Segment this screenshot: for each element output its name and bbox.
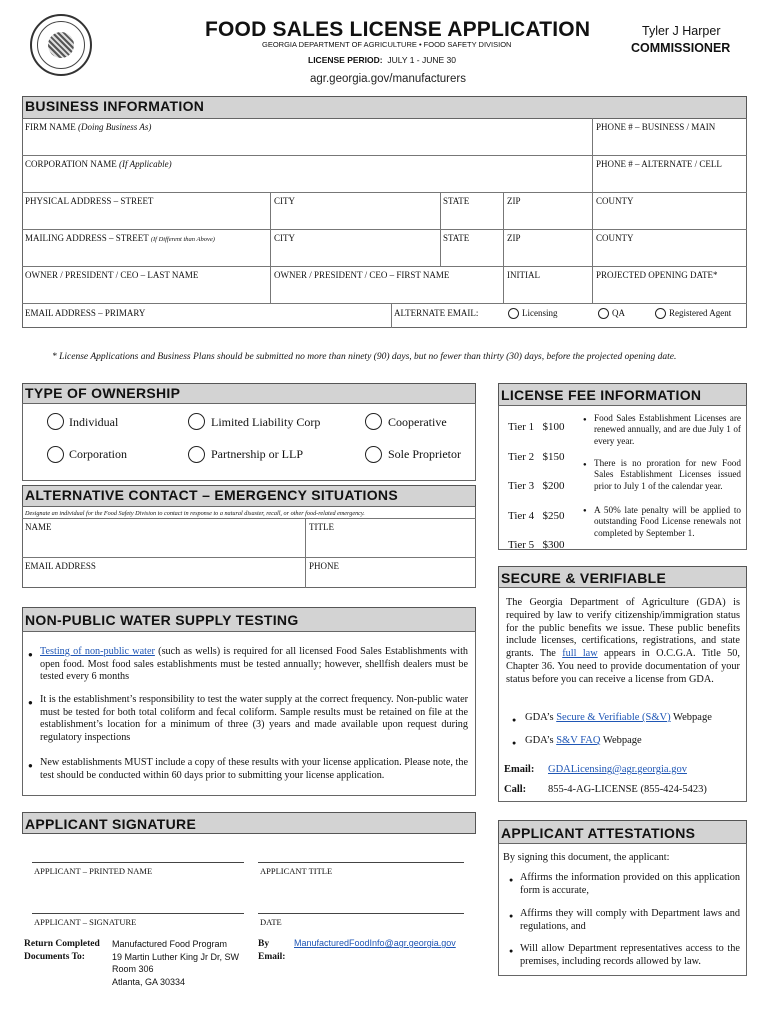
- alternative-contact-heading: ALTERNATIVE CONTACT – EMERGENCY SITUATIONS: [22, 485, 476, 507]
- opening-date-footnote: * License Applications and Business Plans should be submitted no more than ninety (90) days, but no fewer than thirty (30) days, before the projected opening date.: [52, 352, 677, 362]
- fee-tier-2: Tier 2 $150: [508, 450, 565, 463]
- cooperative-label: Cooperative: [388, 415, 447, 429]
- water-testing-bullet-3: New establishments MUST include a copy of these results with your license application. Please note, the test should be conducted within 60 days prior to submitting your license application.: [40, 757, 468, 781]
- corporation-name-field[interactable]: CORPORATION NAME (If Applicable): [25, 159, 172, 169]
- attestation-comply: Affirms they will comply with Department laws and regulations, and: [520, 908, 740, 932]
- physical-state-field[interactable]: STATE: [443, 196, 470, 206]
- alt-contact-email-field[interactable]: EMAIL ADDRESS: [25, 561, 96, 571]
- water-testing-heading: NON-PUBLIC WATER SUPPLY TESTING: [22, 607, 476, 632]
- sv-webpage-item: GDA’s Secure & Verifiable (S&V) Webpage: [525, 712, 712, 723]
- llc-label: Limited Liability Corp: [211, 415, 321, 429]
- water-testing-bullet-1: Testing of non-public water (such as wells) is required for all licensed Food Sales Establishments with open food. Most food sales establishments must be tested annually; however, shellfish dealers must be tested every 6 months: [40, 646, 469, 683]
- registered-agent-label: Registered Agent: [669, 308, 732, 318]
- fee-tier-5: Tier 5 $300: [508, 539, 565, 551]
- water-testing-bullet-2: It is the establishment’s responsibility to test the water supply at the correct frequency. Non-public water must be tested for both total coliform and fecal coliform. Sample results must be retained on file at the establishment’s location for a minimum of three (3) years and made available upon request during regulatory inspections: [40, 694, 468, 743]
- physical-county-field[interactable]: COUNTY: [596, 196, 634, 206]
- corporation-label: Corporation: [69, 447, 127, 461]
- sv-faq-item: GDA’s S&V FAQ Webpage: [525, 735, 642, 746]
- mailing-street-field[interactable]: MAILING ADDRESS – STREET (If Different than Above): [25, 233, 215, 243]
- individual-label: Individual: [69, 415, 119, 429]
- signature-date-field[interactable]: DATE: [260, 917, 282, 927]
- mailing-county-field[interactable]: COUNTY: [596, 233, 634, 243]
- attestation-accurate: Affirms the information provided on this application form is accurate,: [520, 872, 740, 896]
- qa-label: QA: [612, 308, 625, 318]
- firm-name-field[interactable]: FIRM NAME (Doing Business As): [25, 122, 152, 132]
- gda-licensing-email-link[interactable]: GDALicensing@agr.georgia.gov: [548, 764, 687, 775]
- applicant-title-field[interactable]: APPLICANT TITLE: [260, 866, 333, 876]
- individual-radio[interactable]: [47, 413, 64, 430]
- manufactured-food-email-link[interactable]: ManufacturedFoodInfo@agr.georgia.gov: [294, 938, 456, 948]
- registered-agent-radio[interactable]: [655, 308, 666, 319]
- commissioner-name: Tyler J Harper: [642, 24, 721, 38]
- georgia-agriculture-seal: [30, 14, 92, 76]
- llc-radio[interactable]: [188, 413, 205, 430]
- fee-tier-list: [508, 413, 564, 561]
- attestation-access: Will allow Department representatives access to the premises, including records allowed by law.: [520, 943, 740, 967]
- sole-proprietor-radio[interactable]: [365, 446, 382, 463]
- applicant-signature-heading: APPLICANT SIGNATURE: [22, 812, 476, 834]
- secure-call-number: 855-4-AG-LICENSE (855-424-5423): [548, 784, 707, 795]
- fee-note-late-penalty: A 50% late penalty will be applied to outstanding Food License renewals not completed by September 1.: [594, 505, 741, 538]
- form-title: FOOD SALES LICENSE APPLICATION: [205, 18, 591, 41]
- website-url[interactable]: agr.georgia.gov/manufacturers: [310, 73, 466, 85]
- sv-webpage-link[interactable]: Secure & Verifiable (S&V): [556, 712, 671, 723]
- corporation-radio[interactable]: [47, 446, 64, 463]
- phone-main-field[interactable]: PHONE # – BUSINESS / MAIN: [596, 122, 716, 132]
- partnership-label: Partnership or LLP: [211, 447, 303, 461]
- cooperative-radio[interactable]: [365, 413, 382, 430]
- secure-verifiable-paragraph: The Georgia Department of Agriculture (GDA) is required by law to verify citizenship/immigration status for the public benefits we issue. These public benefits include licenses, certifications, registrations, and state grants. The full law appears in O.C.G.A. Title 50, Chapter 36. You need to provide documentation of your status before you can receive a license from GDA.: [506, 597, 740, 685]
- full-law-link[interactable]: full law: [562, 648, 598, 660]
- fee-note-renewal: Food Sales Establishment Licenses are renewed annually, and are due July 1 of every year.: [594, 413, 741, 446]
- fee-tier-4: Tier 4 $250: [508, 509, 565, 522]
- opening-date-field[interactable]: PROJECTED OPENING DATE*: [596, 270, 718, 280]
- physical-street-field[interactable]: PHYSICAL ADDRESS – STREET: [25, 196, 154, 206]
- license-fee-heading: LICENSE FEE INFORMATION: [498, 383, 747, 406]
- physical-zip-field[interactable]: ZIP: [507, 196, 521, 206]
- testing-non-public-water-link[interactable]: Testing of non-public water: [40, 646, 155, 657]
- applicant-attestations-heading: APPLICANT ATTESTATIONS: [498, 820, 747, 844]
- by-email-label: By Email:: [258, 939, 286, 962]
- type-of-ownership-heading: TYPE OF OWNERSHIP: [22, 383, 476, 404]
- applicant-signature-field[interactable]: APPLICANT – SIGNATURE: [34, 917, 137, 927]
- alternative-contact-note: Designate an individual for the Food Safety Division to contact in response to a natural disaster, recall, or other food-related emergency.: [25, 510, 365, 517]
- sole-proprietor-label: Sole Proprietor: [388, 447, 461, 461]
- business-information-grid: [22, 118, 747, 328]
- alt-contact-phone-field[interactable]: PHONE: [309, 561, 340, 571]
- business-information-heading: BUSINESS INFORMATION: [22, 96, 747, 119]
- return-mailing-address: Manufactured Food Program 19 Martin Luther King Jr Dr, SW Room 306 Atlanta, GA 30334: [112, 939, 240, 987]
- alternate-email-label: ALTERNATE EMAIL:: [394, 308, 479, 318]
- license-period-value: JULY 1 - JUNE 30: [387, 55, 457, 65]
- alt-contact-title-field[interactable]: TITLE: [309, 522, 334, 532]
- department-subtitle: GEORGIA DEPARTMENT OF AGRICULTURE • FOOD SAFETY DIVISION: [262, 40, 512, 49]
- secure-email-label: Email:: [504, 764, 535, 775]
- fee-tier-3: Tier 3 $200: [508, 480, 565, 492]
- fee-tier-1: Tier 1 $100: [508, 421, 565, 433]
- owner-first-name-field[interactable]: OWNER / PRESIDENT / CEO – FIRST NAME: [274, 270, 450, 280]
- alt-contact-name-field[interactable]: NAME: [25, 522, 52, 532]
- licensing-radio[interactable]: [508, 308, 519, 319]
- mailing-city-field[interactable]: CITY: [274, 233, 295, 243]
- qa-radio[interactable]: [598, 308, 609, 319]
- mailing-zip-field[interactable]: ZIP: [507, 233, 521, 243]
- applicant-printed-name-field[interactable]: APPLICANT – PRINTED NAME: [34, 866, 153, 876]
- email-primary-field[interactable]: EMAIL ADDRESS – PRIMARY: [25, 308, 146, 318]
- attestations-intro: By signing this document, the applicant:: [503, 852, 670, 863]
- return-documents-label: Return Completed Documents To:: [24, 939, 100, 962]
- phone-alternate-field[interactable]: PHONE # – ALTERNATE / CELL: [596, 159, 722, 169]
- sv-faq-link[interactable]: S&V FAQ: [556, 735, 601, 746]
- owner-last-name-field[interactable]: OWNER / PRESIDENT / CEO – LAST NAME: [25, 270, 199, 280]
- physical-city-field[interactable]: CITY: [274, 196, 295, 206]
- partnership-radio[interactable]: [188, 446, 205, 463]
- licensing-label: Licensing: [522, 308, 558, 318]
- fee-note-proration: There is no proration for new Food Sales Establishment Licenses issued prior to July 1 of the calendar year.: [594, 458, 741, 491]
- mailing-state-field[interactable]: STATE: [443, 233, 470, 243]
- license-period: [308, 55, 456, 65]
- commissioner-title: COMMISSIONER: [631, 41, 731, 55]
- license-period-label: LICENSE PERIOD:: [308, 55, 383, 65]
- secure-call-label: Call:: [504, 784, 527, 795]
- owner-initial-field[interactable]: INITIAL: [507, 270, 540, 280]
- secure-verifiable-heading: SECURE & VERIFIABLE: [498, 566, 747, 588]
